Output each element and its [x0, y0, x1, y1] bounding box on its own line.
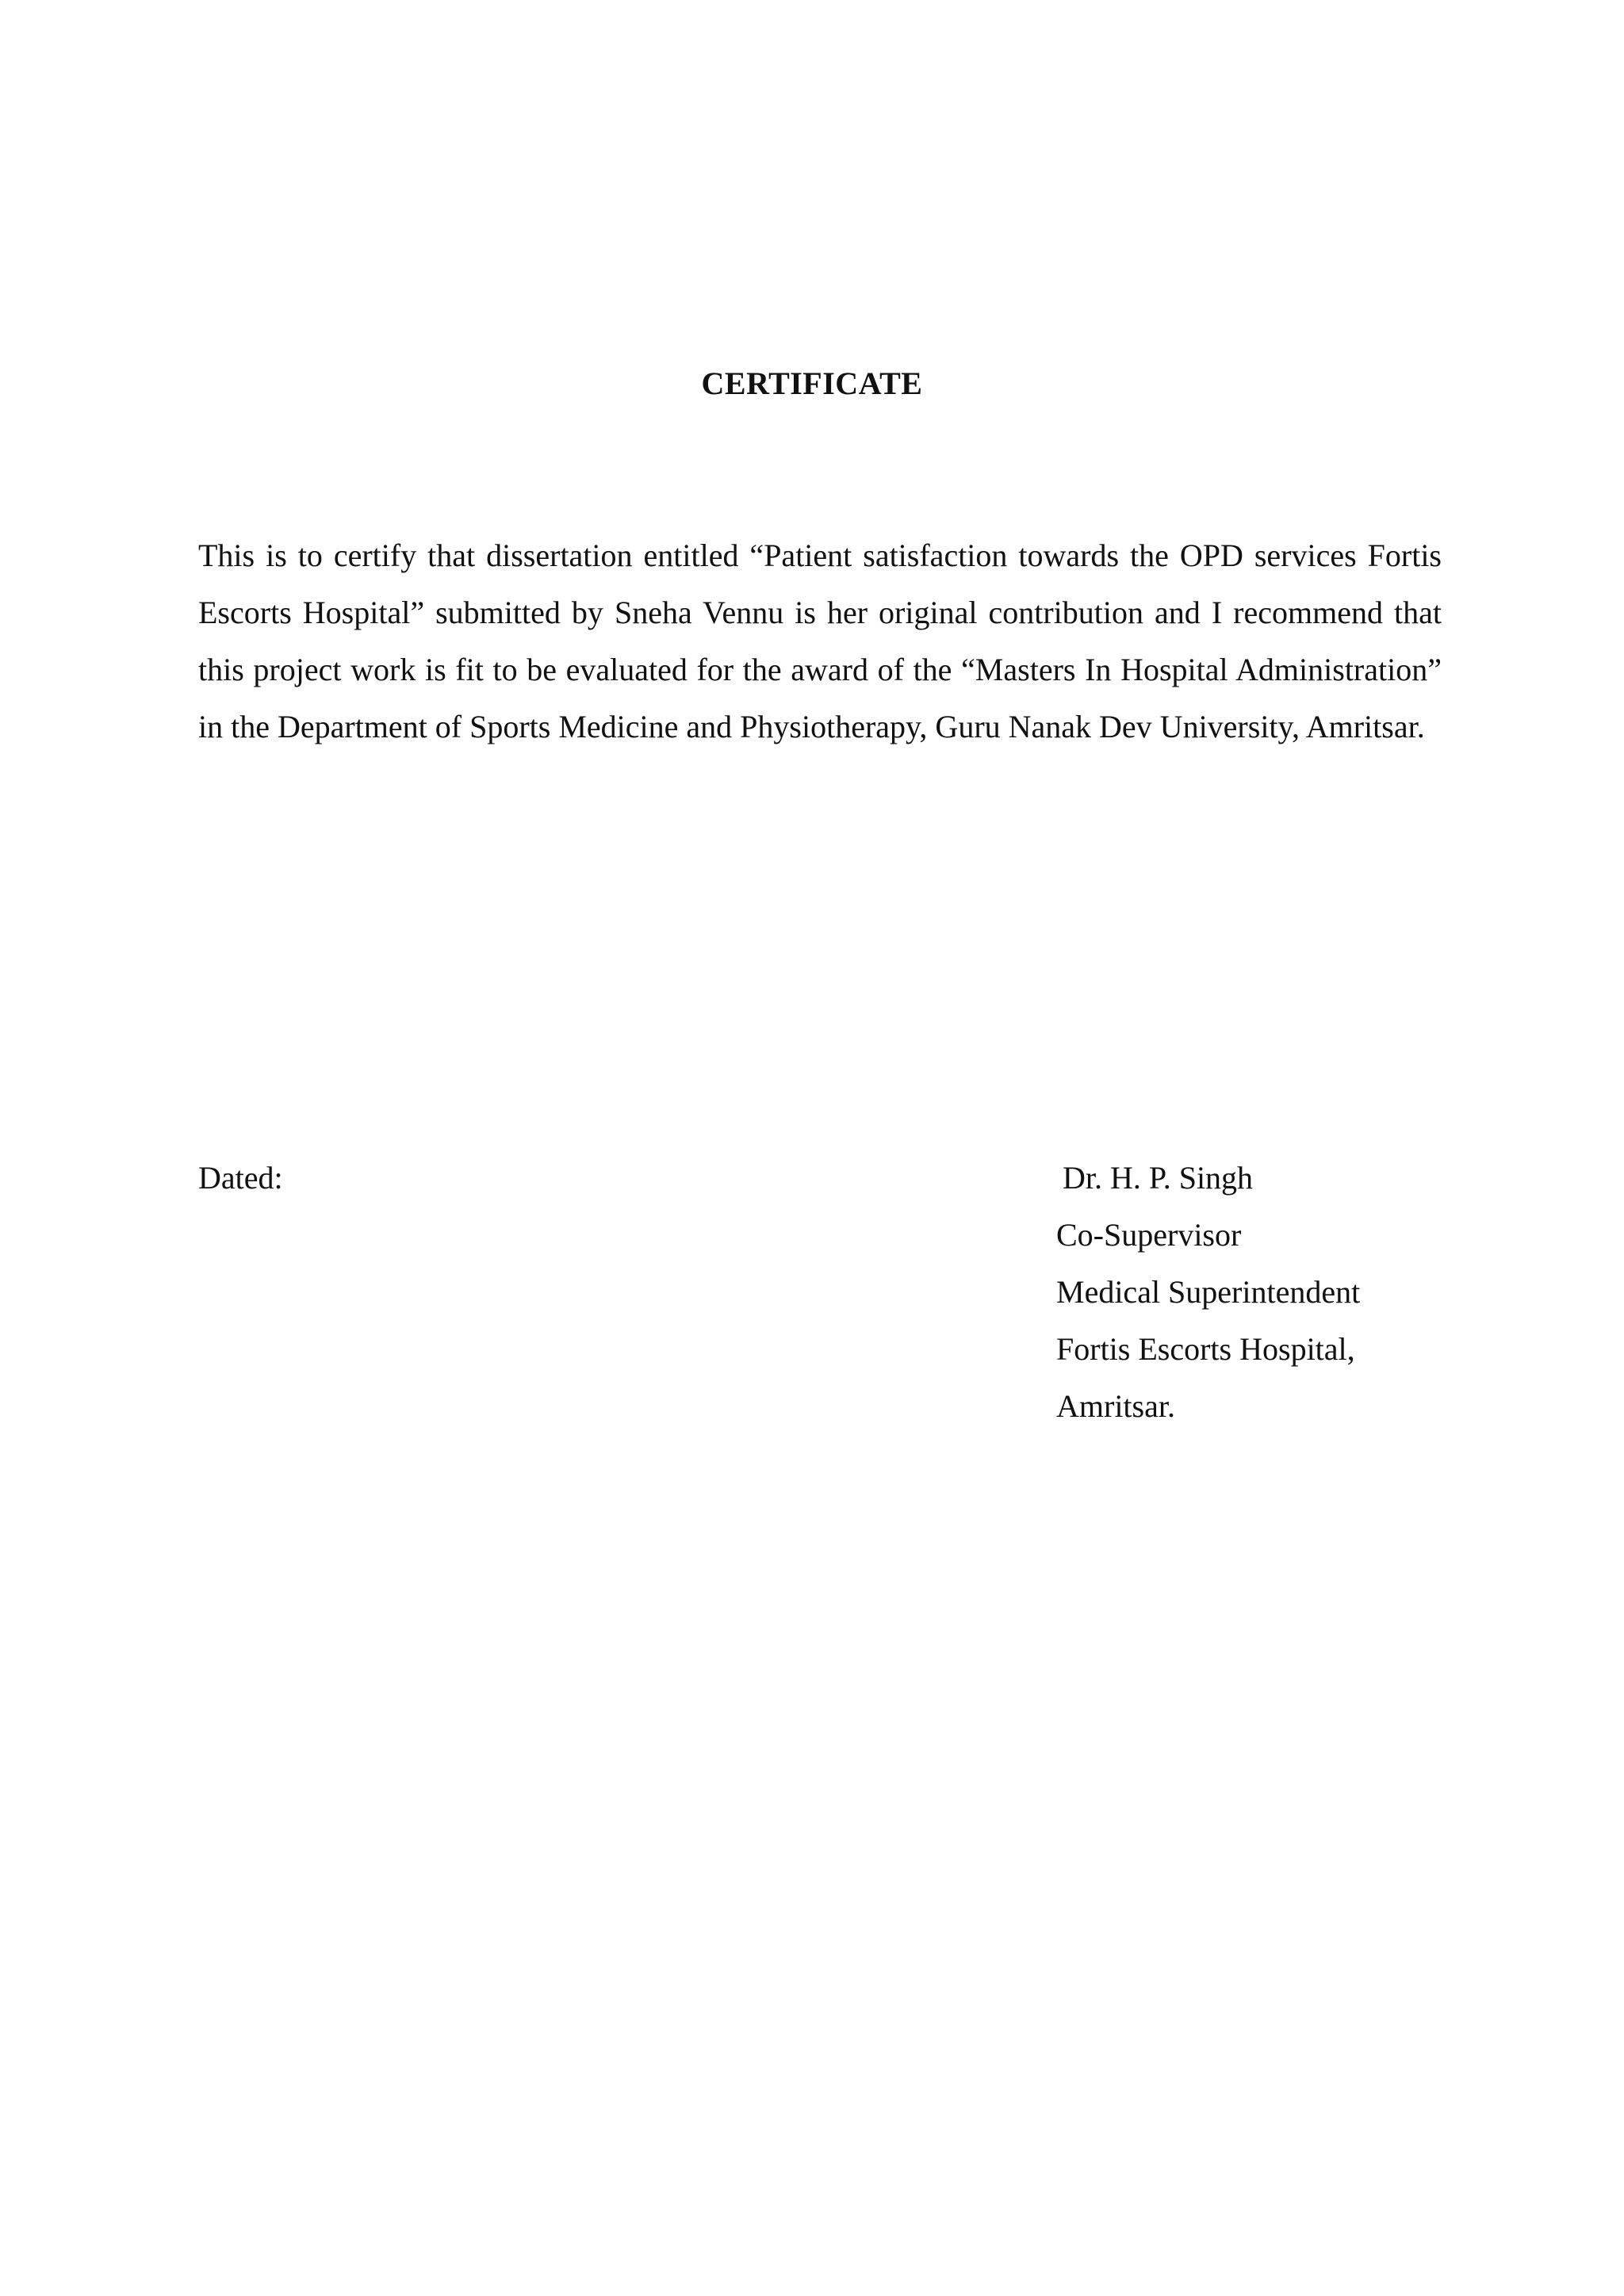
- certificate-title: CERTIFICATE: [701, 365, 923, 401]
- signature-block: [1056, 1150, 1469, 1435]
- certificate-body: This is to certify that dissertation entitled “Patient satisfaction towards the OPD services Fortis Escorts Hospital” submitted by Sneha Vennu is her original contribution and I recommend that this project work is fit to be evaluated for the award of the “Masters In Hospital Administration” in the Department of Sports Medicine and Physiotherapy, Guru Nanak Dev University, Amritsar.: [198, 538, 1442, 744]
- signatory-name: Dr. H. P. Singh: [1063, 1160, 1254, 1196]
- dated-label: Dated:: [198, 1160, 283, 1196]
- signatory-role: Co-Supervisor: [1056, 1217, 1242, 1253]
- signatory-organization: Fortis Escorts Hospital,: [1056, 1331, 1355, 1367]
- signatory-designation: Medical Superintendent: [1056, 1274, 1361, 1310]
- signatory-city: Amritsar.: [1056, 1388, 1175, 1424]
